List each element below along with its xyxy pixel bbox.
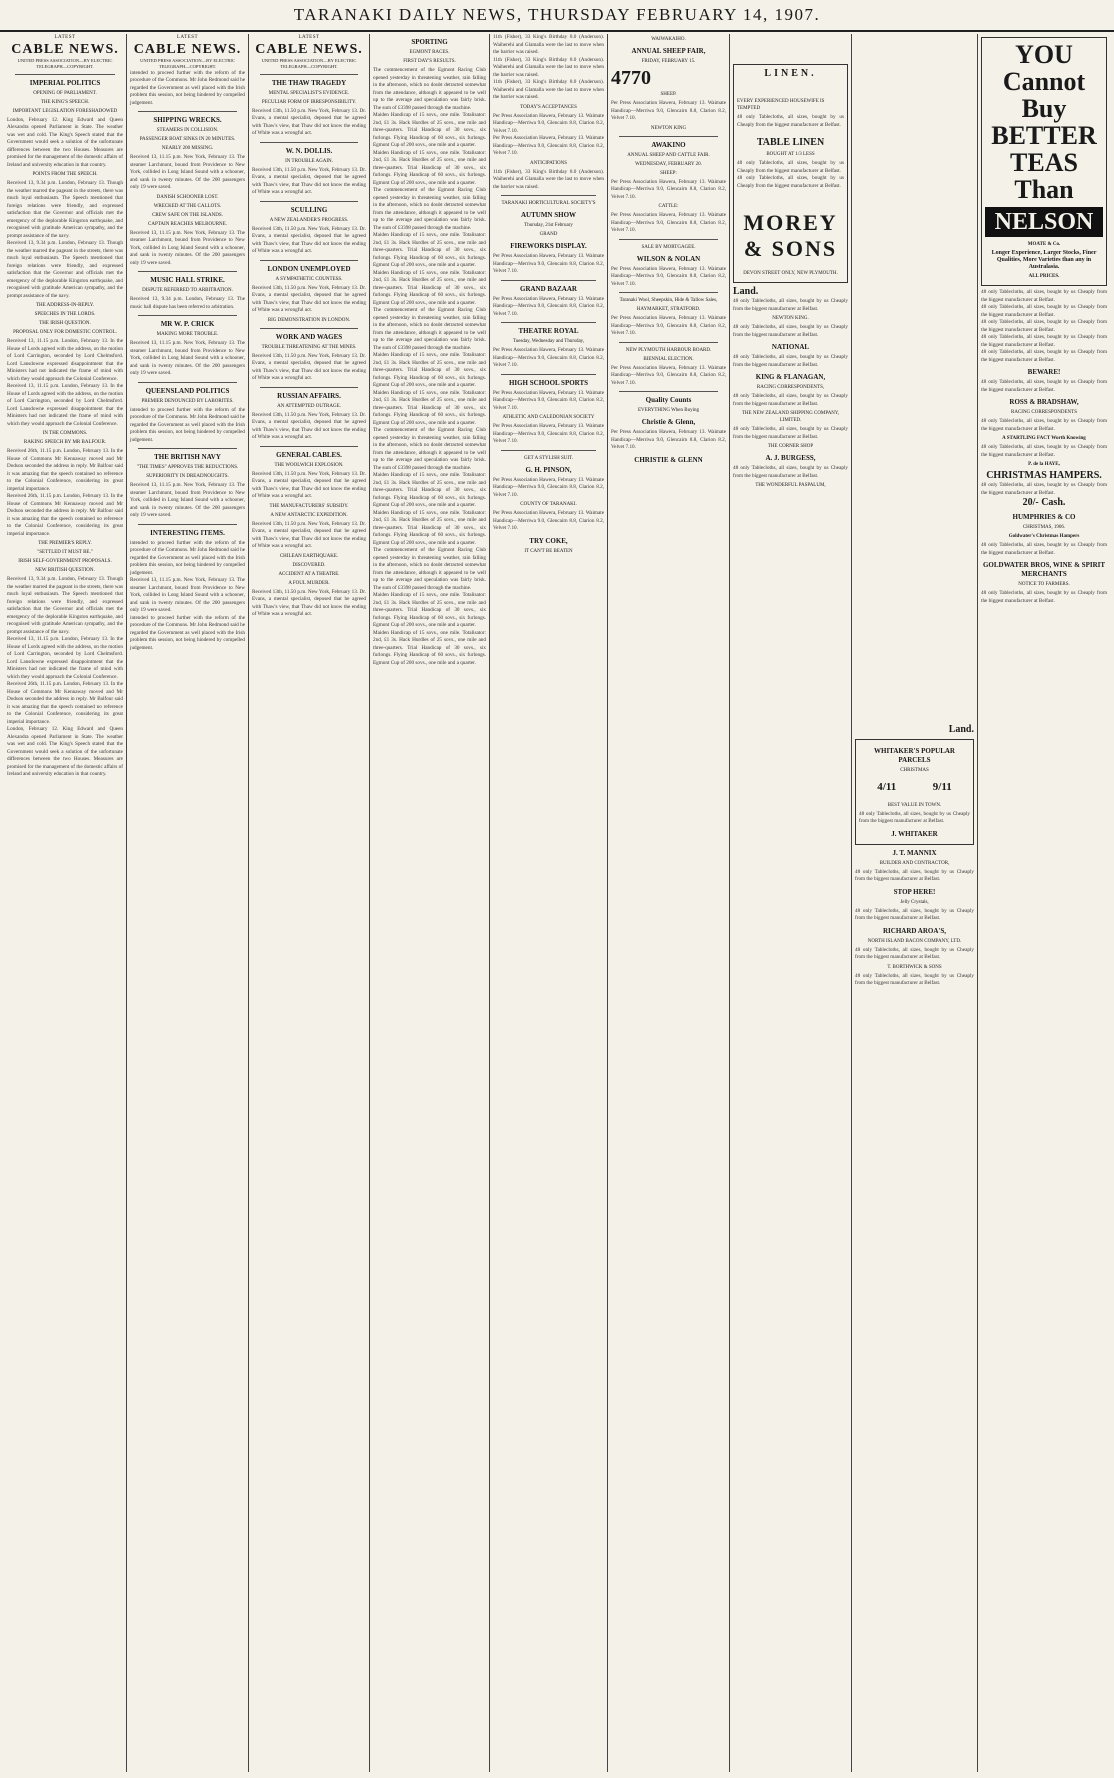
headline: SHIPPING WRECKS. bbox=[153, 116, 222, 124]
article-text: Received 13th, 11.50 p.m. New York, February 13. Dr. Evans, a mental specialist, deposed that he agreed with Thaw's view, that Thaw did not know the ending of White was a wrongful act. bbox=[252, 225, 366, 254]
subhead: EGMONT RACES. bbox=[409, 50, 450, 55]
article-text: Maiden Handicap of 15 sovs., one mile. Totalisator: 2nd, £1 3s. Hack Hurdles of 25 sovs., one mile and three-quarters. Trial Handicap of 30 sovs., six furlongs. Flying Handicap of 60 sovs., six furlongs. Egmont Cup of 200 sovs., one mile and a quarter. bbox=[373, 232, 486, 268]
ad-text: 48 only Tablecloths, all sizes, bought by us Cheaply from the biggest manufacturer at Belfast. bbox=[855, 907, 974, 921]
ad-title: HUMPHRIES & CO bbox=[1012, 513, 1076, 521]
price: 9/11 bbox=[932, 781, 952, 793]
brand-sub: MOATE & Co. bbox=[1027, 242, 1061, 247]
classified-text: 48 only Tablecloths, all sizes, bought by us Cheaply from the biggest manufacturer at Belfast. bbox=[981, 418, 1107, 432]
kicker: LATEST bbox=[54, 35, 76, 40]
ad-text: 48 only Tablecloths, all sizes, bought by us Cheaply from the biggest manufacturer at Belfast. bbox=[733, 426, 848, 440]
subhead: FIRST DAY'S RESULTS. bbox=[403, 59, 456, 64]
article-text: Received 13th, 11.50 p.m. New York, February 13. Dr. Evans, a mental specialist, deposed that he agreed with Thaw's view, that Thaw did not know the ending of White was a wrongful act. bbox=[252, 520, 366, 549]
ad-title: GOLDWATER BROS, WINE & SPIRIT MERCHANTS bbox=[982, 561, 1106, 578]
column-6 bbox=[608, 34, 730, 1772]
whitaker-ad bbox=[855, 739, 974, 845]
headline: SCULLING bbox=[290, 205, 328, 214]
headline: INTERESTING ITEMS. bbox=[150, 528, 225, 537]
ad-title: HIGH SCHOOL SPORTS bbox=[508, 378, 589, 387]
kicker: LATEST bbox=[176, 35, 199, 40]
ad-text: 48 only Tablecloths, all sizes, bought by us Cheaply from the biggest manufacturer at Belfast. bbox=[733, 354, 848, 368]
ad-heading: EVERYTHING When Buying bbox=[637, 408, 699, 413]
ad-line: YOU bbox=[1015, 40, 1073, 69]
classified-text: 48 only Tablecloths, all sizes, bought by us Cheaply from the biggest manufacturer at Belfast. bbox=[981, 334, 1107, 348]
ad-text: 48 only Tablecloths, all sizes, bought by us Cheaply from the biggest manufacturer at Belfast. bbox=[855, 946, 974, 960]
ad-text: 48 only Tablecloths, all sizes, bought by us Cheaply from the biggest manufacturer at Belfast. bbox=[733, 393, 848, 407]
linen-ad bbox=[733, 64, 848, 283]
article-text: Received 13th, 11.50 p.m. New York, February 13. Dr. Evans, a mental specialist, deposed that he agreed with Thaw's view, that Thaw did not know the ending of White was a wrongful act. bbox=[252, 470, 366, 499]
article-text: Per Press Association Hawera, February 13. Waimate Handicap—Merriwa 9.0, Glencairn 8.8, Clarion 8.2, Velvet 7.10. bbox=[493, 135, 604, 156]
ad-heading: ANNUAL SHEEP AND CATTLE FAIR. bbox=[627, 152, 710, 158]
column-4 bbox=[370, 34, 490, 1772]
classified-text: 48 only Tablecloths, all sizes, bought by us Cheaply from the biggest manufacturer at Belfast. bbox=[981, 289, 1107, 303]
subhead: THE MANUFACTURERS' SUBSIDY. bbox=[269, 503, 349, 509]
headline: THE BRITISH NAVY bbox=[154, 453, 221, 461]
ad-title: STOP HERE! bbox=[893, 887, 936, 896]
article-text: intended to proceed further with the reform of the procedure of the Commons. Mr John Redmond said he regarded the Government as well placed with the Irish problem this session, not being hindered by compelled judgement. bbox=[130, 614, 245, 651]
section-title: CABLE NEWS. bbox=[11, 41, 119, 57]
ad-heading: THE NEW ZEALAND SHIPPING COMPANY, LIMITED. bbox=[741, 411, 840, 423]
article-text: Received 13th, 11.50 p.m. New York, February 13. Dr. Evans, a mental specialist, deposed that he agreed with Thaw's view, that Thaw did not know the ending of White was a wrongful act. bbox=[252, 411, 366, 440]
subhead: MAKING MORE TROUBLE. bbox=[156, 332, 219, 337]
ad-text: Per Press Association Hawera, February 13. Waimate Handicap—Merriwa 9.0, Glencairn 8.8, Clarion 8.2, Velvet 7.10. bbox=[611, 429, 726, 450]
ad-heading: SALE BY MORTGAGEE. bbox=[641, 244, 696, 250]
subhead: PASSENGER BOAT SINKS IN 20 MINUTES. bbox=[139, 137, 236, 142]
subhead: PROPOSAL ONLY FOR DOMESTIC CONTROL. bbox=[13, 330, 117, 335]
article-text: intended to proceed further with the reform of the procedure of the Commons. Mr John Redmond said he regarded the Government as well placed with the Irish problem this session, not being hindered by compelled judgement. bbox=[130, 539, 245, 576]
classified-text: 48 only Tablecloths, all sizes, bought by us Cheaply from the biggest manufacturer at Belfast. bbox=[981, 590, 1107, 604]
ad-heading: A STARTLING FACT Worth Knowing bbox=[1002, 436, 1086, 441]
subhead: THE IRISH QUESTION. bbox=[39, 321, 91, 326]
ad-title: Land. bbox=[733, 286, 759, 297]
article-text: Received 13, 11.15 p.m. New York, February 13. The steamer Larchmont, bound from Providence to New York, collided in Long Island Sound with a schooner, and sank in twenty minutes. Of the 200 passengers only 19 were saved. bbox=[130, 482, 245, 518]
article-text: Received 13, 11.15 p.m. London, February 13. In the House of Lords agreed with the address, on the motion of Lord Carrington, seconded by Lord Chelmsford. Lord Lansdowne expressed disappointment that the Ministers had not indicated the frame of mind with which they would approach the Colonial Conference. bbox=[7, 383, 123, 427]
headline: W. N. DOLLIS. bbox=[285, 146, 333, 155]
ad-heading: IT CAN'T BE BEATEN bbox=[524, 548, 573, 554]
article-text: 11th (Fisher), 33 King's Birthday 8.0 (Anderson). Waiherehi and Glamalla were the last to move when the barrier was raised. bbox=[493, 79, 604, 100]
article-text: Maiden Handicap of 15 sovs., one mile. Totalisator: 2nd, £1 3s. Hack Hurdles of 25 sovs., one mile and three-quarters. Trial Handicap of 30 sovs., six furlongs. Flying Handicap of 60 sovs., six furlongs. Egmont Cup of 200 sovs., one mile and a quarter. bbox=[373, 352, 486, 388]
ad-title: FIREWORKS DISPLAY. bbox=[510, 242, 587, 250]
classified-text: 48 only Tablecloths, all sizes, bought by us Cheaply from the biggest manufacturer at Belfast. bbox=[981, 304, 1107, 318]
article-text: Received 13, 9.34 p.m. London, February 13. The music hall dispute has been referred to arbitration. bbox=[130, 296, 245, 310]
ad-heading: CATTLE: bbox=[658, 204, 679, 209]
ad-heading: TARANAKI HORTICULTURAL SOCIETY'S bbox=[501, 201, 596, 206]
ad-heading: BOUGHT AT 1/3 LESS bbox=[766, 152, 815, 157]
ad-title: Quality Counts bbox=[645, 396, 692, 404]
subhead: IMPORTANT LEGISLATION FORESHADOWED bbox=[12, 108, 118, 114]
ad-heading: ALL PRICES. bbox=[1028, 274, 1060, 279]
ad-heading: Jelly Crystals, bbox=[900, 899, 929, 905]
subhead: A FOUL MURDER. bbox=[288, 580, 330, 586]
subhead: SPEECHES IN THE LORDS. bbox=[34, 312, 96, 317]
column-7 bbox=[730, 34, 852, 1772]
article-text: Per Press Association Hawera, February 13. Waimate Handicap—Merriwa 9.0, Glencairn 8.8, Clarion 8.2, Velvet 7.10. bbox=[493, 112, 604, 134]
ad-title: BEWARE! bbox=[1027, 368, 1061, 376]
ad-text: Per Press Association Hawera, February 13. Waimate Handicap—Merriwa 9.0, Glencairn 8.8, Clarion 8.2, Velvet 7.10. bbox=[493, 510, 604, 531]
article-text: Maiden Handicap of 15 sovs., one mile. Totalisator: 2nd, £1 3s. Hack Hurdles of 25 sovs., one mile and three-quarters. Trial Handicap of 30 sovs., six furlongs. Flying Handicap of 60 sovs., six furlongs. Egmont Cup of 200 sovs., one mile and a quarter. bbox=[373, 149, 486, 186]
ad-title: LINEN. bbox=[764, 68, 817, 79]
subhead: "THE TIMES" APPROVES THE REDUCTIONS. bbox=[136, 465, 239, 470]
subhead: THE ADDRESS-IN-REPLY. bbox=[35, 303, 95, 308]
subhead: A NEW ANTARCTIC EXPEDITION. bbox=[270, 512, 348, 518]
article-text: The commencement of the Egmont Racing Club opened yesterday in threatening weather, rain falling in the afternoon, which no doubt detracted somewhat from the attendance, although it appeared to be well up to the average and speculation was fairly brisk. The sum of £3398 passed through the machine. bbox=[373, 427, 486, 471]
ad-title: TRY COKE, bbox=[529, 536, 568, 545]
subhead: PECULIAR FORM OF IRRESPONSIBILITY. bbox=[261, 99, 357, 105]
price: 4/11 bbox=[877, 781, 897, 793]
ad-heading: WAIWAKAIHO. bbox=[651, 37, 686, 42]
ad-heading: Taranaki Wool, Sheepskin, Hide & Tallow Sales, bbox=[619, 298, 718, 303]
ad-title: WHITAKER'S POPULAR PARCELS bbox=[874, 747, 955, 764]
subhead: ANTICIPATIONS bbox=[529, 160, 568, 166]
subhead: NEARLY 200 MISSING. bbox=[161, 146, 214, 151]
ad-title: Christie & Glenn, bbox=[641, 418, 696, 426]
ad-text: Per Press Association Hawera, February 13. Waimate Handicap—Merriwa 9.0, Glencairn 8.8, Clarion 8.2, Velvet 7.10. bbox=[611, 265, 726, 287]
ad-line: TEAS bbox=[1010, 148, 1078, 177]
ad-title: J. T. MANNIX bbox=[892, 848, 937, 857]
brand-logo: NELSON bbox=[985, 207, 1103, 237]
subhead: DISCOVERED. bbox=[292, 562, 326, 568]
column-8 bbox=[852, 34, 978, 1772]
subhead: DISPUTE REFERRED TO ARBITRATION. bbox=[142, 288, 233, 293]
ad-text: 48 only Tablecloths, all sizes, bought by us Cheaply from the biggest manufacturer at Belfast. bbox=[737, 160, 844, 174]
article-text: Maiden Handicap of 15 sovs., one mile. Totalisator: 2nd, £1 3s. Hack Hurdles of 25 sovs., one mile and three-quarters. Trial Handicap of 30 sovs., six furlongs. Flying Handicap of 60 sovs., six furlongs. Egmont Cup of 200 sovs., one mile and a quarter. bbox=[373, 472, 486, 508]
ad-heading: RACING CORRESPONDENTS bbox=[1011, 410, 1077, 415]
column-3 bbox=[249, 34, 370, 1772]
subhead: THE WOOLWICH EXPLOSION. bbox=[274, 462, 344, 468]
ad-line: Cannot bbox=[1002, 67, 1086, 96]
ad-title: NATIONAL bbox=[771, 343, 810, 351]
masthead: TARANAKI DAILY NEWS, THURSDAY FEBRUARY 14, 1907. bbox=[0, 0, 1114, 32]
headline: LONDON UNEMPLOYED bbox=[267, 264, 351, 273]
article-text: intended to proceed further with the reform of the procedure of the Commons. Mr John Redmond said he regarded the Government as well placed with the Irish problem this session, not being hindered by compelled judgement. bbox=[130, 69, 245, 106]
article-text: 11th (Fisher), 33 King's Birthday 8.0 (Anderson). Waiherehi and Glamalla were the last to move when the barrier was raised. bbox=[493, 56, 604, 78]
article-text: Received 13, 9.34 p.m. London, February 13. Though the weather marred the pageant in the streets, there was much loyal enthusiasm. The Speech mentioned that foreign relations were friendly, and expressed satisfaction that the Governor and officials met the emergency of the deplorable Kingston earthquake, and recognised with gratitude American sympathy, and the prompt assistance of the navy. bbox=[7, 240, 123, 299]
headline: RUSSIAN AFFAIRS. bbox=[277, 391, 341, 400]
article-text: The commencement of the Egmont Racing Club opened yesterday in threatening weather, rain falling in the afternoon, which no doubt detracted somewhat from the attendance, although it appeared to be well up to the average and speculation was fairly brisk. The sum of £3398 passed through the machine. bbox=[373, 67, 486, 111]
ad-title: CHRISTMAS HAMPERS. bbox=[986, 470, 1102, 481]
subhead: IN THE COMMONS. bbox=[42, 431, 88, 436]
ad-heading: GET A STYLISH SUIT. bbox=[524, 455, 573, 461]
article-text: Maiden Handicap of 15 sovs., one mile. Totalisator: 2nd, £1 3s. Hack Hurdles of 25 sovs., one mile and three-quarters. Trial Handicap of 30 sovs., six furlongs. Flying Handicap of 60 sovs., six furlongs. Egmont Cup of 200 sovs., one mile and a quarter. bbox=[373, 112, 486, 148]
ad-heading: T. BORTHWICK & SONS bbox=[887, 964, 942, 970]
ad-title: CHRISTIE & GLENN bbox=[634, 455, 703, 464]
article-text: Received 13, 9.34 p.m. London, February 13. Though the weather marred the pageant in the streets, there was much loyal enthusiasm. The Speech mentioned that foreign relations were friendly, and expressed satisfaction that the Governor and officials met the emergency of the deplorable Kingston earthquake, and recognised with gratitude American sympathy, and the prompt assistance of the navy. bbox=[7, 180, 123, 239]
ad-text: 48 only Tablecloths, all sizes, bought by us Cheaply from the biggest manufacturer at Belfast. bbox=[733, 465, 848, 479]
ad-heading: BIENNIAL ELECTION. bbox=[643, 356, 694, 362]
ad-text: Per Press Association Hawera, February 13. Waimate Handicap—Merriwa 9.0, Glencairn 8.8, Clarion 8.2, Velvet 7.10. bbox=[493, 476, 604, 498]
ad-title: TABLE LINEN bbox=[756, 137, 825, 148]
article-text: Received 26th, 11.15 p.m. London, February 13. In the House of Commons Mr Kennaway moved and Mr Dodson seconded the address in reply. Mr Balfour said it was amazing that the speech contained no reference to the Colonial Conference, considering its great imperial importance. bbox=[7, 681, 123, 725]
article-text: Received 13, 11.15 p.m. New York, February 13. The steamer Larchmont, bound from Providence to New York, collided in Long Island Sound with a schooner, and sank in twenty minutes. Of the 200 passengers only 19 were saved. bbox=[130, 154, 245, 190]
article-text: Received 13th, 11.50 p.m. New York, February 13. Dr. Evans, a mental specialist, deposed that he agreed with Thaw's view, that Thaw did not know the ending of White was a wrongful act. bbox=[252, 588, 366, 617]
ad-title: A. J. BURGESS, bbox=[765, 454, 816, 462]
ad-text: Per Press Association Hawera, February 13. Waimate Handicap—Merriwa 9.0, Glencairn 8.8, Clarion 8.2, Velvet 7.10. bbox=[611, 364, 726, 386]
ad-text: Per Press Association Hawera, February 13. Waimate Handicap—Merriwa 9.0, Glencairn 8.8, Clarion 8.2, Velvet 7.10. bbox=[493, 347, 604, 368]
ad-title: AUTUMN SHOW bbox=[520, 211, 577, 219]
article-text: Maiden Handicap of 15 sovs., one mile. Totalisator: 2nd, £1 3s. Hack Hurdles of 25 sovs., one mile and three-quarters. Trial Handicap of 30 sovs., six furlongs. Flying Handicap of 60 sovs., six furlongs. Egmont Cup of 200 sovs., one mile and a quarter. bbox=[373, 389, 486, 426]
subhead: SUPERIORITY IN DREADNOUGHTS. bbox=[146, 474, 229, 479]
article-text: Received 26th, 11.15 p.m. London, February 13. In the House of Commons Mr Kennaway moved and Mr Dodson seconded the address in reply. Mr Balfour said it was amazing that the speech contained no reference to the Colonial Conference, considering its great imperial importance. bbox=[7, 493, 123, 537]
ad-heading: CHRISTMAS bbox=[900, 768, 929, 773]
article-text: Received 13th, 11.50 p.m. New York, February 13. Dr. Evans, a mental specialist, deposed that he agreed with Thaw's view, that Thaw did not know the ending of White was a wrongful act. bbox=[252, 107, 366, 136]
ad-text: Per Press Association Hawera, February 13. Waimate Handicap—Merriwa 9.0, Glencairn 8.8, Clarion 8.2, Velvet 7.10. bbox=[493, 253, 604, 274]
subhead: THE PREMIER'S REPLY. bbox=[38, 541, 92, 546]
article-text: Received 13, 11.15 p.m. London, February 13. In the House of Lords agreed with the address, on the motion of Lord Carrington, seconded by Lord Chelmsford. Lord Lansdowne expressed disappointment that the Ministers had not indicated the frame of mind with which they would approach the Colonial Conference. bbox=[7, 636, 123, 680]
ad-heading: FRIDAY, FEBRUARY 15. bbox=[641, 59, 696, 64]
ad-text: 48 only Tablecloths, all sizes, bought by us Cheaply from the biggest manufacturer at Belfast. bbox=[855, 972, 974, 986]
article-text: Received 13, 11.15 p.m. New York, February 13. The steamer Larchmont, bound from Providence to New York, collided in Long Island Sound with a schooner, and sank in twenty minutes. Of the 200 passengers only 19 were saved. bbox=[130, 577, 245, 613]
classified-text: 48 only Tablecloths, all sizes, bought by us Cheaply from the biggest manufacturer at Belfast. bbox=[981, 444, 1107, 458]
article-text: Received 26th, 11.15 p.m. London, February 13. In the House of Commons Mr Kennaway moved and Mr Dodson seconded the address in reply. Mr Balfour said it was amazing that the speech contained no reference to the Colonial Conference, considering its great imperial importance. bbox=[7, 448, 123, 492]
classified-text: 48 only Tablecloths, all sizes, bought by us Cheaply from the biggest manufacturer at Belfast. bbox=[981, 349, 1107, 363]
article-text: Received 13th, 11.50 p.m. New York, February 13. Dr. Evans, a mental specialist, deposed that he agreed with Thaw's view, that Thaw did not know the ending of White was a wrongful act. bbox=[252, 352, 366, 381]
ad-heading: NOTICE TO FARMERS. bbox=[1018, 582, 1070, 587]
ad-title: J. WHITAKER bbox=[891, 829, 938, 838]
subhead: PREMIER DENOUNCED BY LABORITES. bbox=[141, 398, 234, 404]
subhead: TROUBLE THREATENING AT THE MINES. bbox=[261, 344, 357, 350]
ad-heading: CHRISTMAS, 1906. bbox=[1022, 525, 1066, 530]
ad-text: Longer Experience, Larger Stocks, Finer Qualities, More Varieties than any in Australasia. bbox=[991, 250, 1097, 270]
article-text: London, February 12. King Edward and Queen Alexandra opened Parliament in State. The weather was wet and cold. The King's Speech stated that the Government would seek a solution of the unfortunate differences between the two Houses. Measures are promised for the management of the domestic affairs of Ireland and university education in that country. bbox=[7, 726, 123, 777]
ad-heading: THE CORNER SHOP bbox=[767, 444, 814, 449]
article-text: Received 13, 11.15 p.m. New York, February 13. The steamer Larchmont, bound from Providence to New York, collided in Long Island Sound with a schooner, and sank in twenty minutes. Of the 200 passengers only 19 were saved. bbox=[130, 229, 245, 266]
ad-heading: NEW PLYMOUTH HARBOUR BOARD. bbox=[625, 347, 712, 353]
ad-title: KING & FLANAGAN, bbox=[755, 373, 826, 381]
ad-text: 48 only Tablecloths, all sizes, bought by us Cheaply from the biggest manufacturer at Belfast. bbox=[737, 114, 844, 128]
subhead: CREW SAFE ON THE ISLANDS. bbox=[152, 212, 223, 218]
subhead: IN TROUBLE AGAIN. bbox=[285, 158, 333, 164]
headline: THE THAW TRAGEDY bbox=[271, 78, 347, 87]
section-title: CABLE NEWS. bbox=[133, 41, 242, 57]
subhead: IRISH SELF-GOVERNMENT PROPOSALS. bbox=[18, 559, 112, 564]
article-text: Maiden Handicap of 15 sovs., one mile. Totalisator: 2nd, £1 3s. Hack Hurdles of 25 sovs., one mile and three-quarters. Trial Handicap of 30 sovs., six furlongs. Flying Handicap of 60 sovs., six furlongs. Egmont Cup of 200 sovs., one mile and a quarter. bbox=[373, 509, 486, 546]
ad-text: Per Press Association Hawera, February 13. Waimate Handicap—Merriwa 9.0, Glencairn 8.8, Clarion 8.2, Velvet 7.10. bbox=[493, 295, 604, 317]
ad-title: MOREY & SONS bbox=[743, 210, 838, 261]
ad-heading: NORTH ISLAND BACON COMPANY, LTD. bbox=[867, 938, 962, 944]
headline: SPORTING bbox=[411, 38, 448, 46]
ad-title: ROSS & BRADSHAW, bbox=[1009, 398, 1079, 406]
ad-text: 48 only Tablecloths, all sizes, bought by us Cheaply from the biggest manufacturer at Belfast. bbox=[733, 298, 848, 312]
headline: GENERAL CABLES. bbox=[276, 450, 342, 459]
ad-line: Than bbox=[1014, 175, 1074, 204]
ad-heading: DEVON STREET ONLY, NEW PLYMOUTH. bbox=[743, 271, 838, 276]
ad-line: Buy bbox=[1021, 94, 1067, 123]
subhead: NEW BRITISH QUESTION. bbox=[35, 568, 95, 573]
column-9 bbox=[978, 34, 1110, 1772]
article-text: 11th (Fisher), 33 King's Birthday 8.0 (Anderson). Waiherehi and Glamalla were the last to move when the barrier was raised. bbox=[493, 168, 604, 190]
subhead: A NEW ZEALANDER'S PROGRESS. bbox=[269, 217, 349, 223]
ad-text: Per Press Association Hawera, February 13. Waimate Handicap—Merriwa 9.0, Glencairn 8.8, Clarion 8.2, Velvet 7.10. bbox=[611, 315, 726, 336]
subhead: RAKING SPEECH BY MR BALFOUR. bbox=[23, 440, 107, 445]
ad-text: 48 only Tablecloths, all sizes, bought by us Cheaply from the biggest manufacturer at Belfast. bbox=[733, 324, 848, 338]
subhead: DANISH SCHOONER LOST. bbox=[156, 194, 219, 200]
ad-title: 20/- Cash. bbox=[1022, 497, 1066, 508]
column-1 bbox=[4, 34, 127, 1772]
article-text: Received 13th, 11.50 p.m. New York, February 13. Dr. Evans, a mental specialist, deposed that he agreed with Thaw's view, that Thaw did not know the ending of White was a wrongful act. bbox=[252, 166, 366, 195]
subhead: MENTAL SPECIALIST'S EVIDENCE. bbox=[268, 90, 350, 96]
subhead: POINTS FROM THE SPEECH. bbox=[32, 172, 98, 177]
ad-heading: ATHLETIC AND CALEDONIAN SOCIETY bbox=[502, 415, 595, 420]
ad-heading: EVERY EXPERIENCED HOUSEWIFE IS TEMPTED bbox=[737, 99, 825, 111]
classified-text: 48 only Tablecloths, all sizes, bought by us Cheaply from the biggest manufacturer at Belfast. bbox=[981, 542, 1107, 556]
ad-text: 48 only Tablecloths, all sizes, bought by us Cheaply from the biggest manufacturer at Belfast. bbox=[855, 868, 974, 882]
ad-title: RICHARD AROA'S, bbox=[882, 926, 946, 935]
article-text: Received 13, 9.34 p.m. London, February 13. Though the weather marred the pageant in the streets, there was much loyal enthusiasm. The Speech mentioned that foreign relations were friendly, and expressed satisfaction that the Governor and officials met the emergency of the deplorable Kingston earthquake, and recognised with gratitude American sympathy, and the prompt assistance of the navy. bbox=[7, 576, 123, 635]
headline: MUSIC HALL STRIKE. bbox=[150, 276, 225, 284]
ad-number: 4770 bbox=[611, 67, 651, 89]
ad-heading: THE WONDERFUL PASPALUM, bbox=[755, 483, 826, 488]
subhead: CHILEAN EARTHQUAKE. bbox=[279, 553, 339, 559]
subhead: A SYMPATHETIC COUNTESS. bbox=[275, 276, 343, 282]
ad-heading: SHEEP. bbox=[660, 92, 677, 97]
article-text: intended to proceed further with the reform of the procedure of the Commons. Mr John Redmond said he regarded the Government as well placed with the Irish problem this session, not being hindered by compelled judgement. bbox=[130, 406, 245, 443]
subhead: THE KING'S SPEECH. bbox=[40, 99, 90, 105]
classified-text: 48 only Tablecloths, all sizes, bought by us Cheaply from the biggest manufacturer at Belfast. bbox=[981, 319, 1107, 333]
ad-text: Per Press Association Hawera, February 13. Waimate Handicap—Merriwa 9.0, Glencairn 8.8, Clarion 8.2, Velvet 7.10. bbox=[611, 178, 726, 200]
article-text: Maiden Handicap of 15 sovs., one mile. Totalisator: 2nd, £1 3s. Hack Hurdles of 25 sovs., one mile and three-quarters. Trial Handicap of 30 sovs., six furlongs. Flying Handicap of 60 sovs., six furlongs. Egmont Cup of 200 sovs., one mile and a quarter. bbox=[373, 629, 486, 666]
ad-heading: GRAND bbox=[539, 232, 558, 237]
article-text: The commencement of the Egmont Racing Club opened yesterday in threatening weather, rain falling in the afternoon, which no doubt detracted somewhat from the attendance, although it appeared to be well up to the average and speculation was fairly brisk. The sum of £3398 passed through the machine. bbox=[373, 187, 486, 231]
ad-title: THEATRE ROYAL bbox=[518, 327, 579, 335]
nelson-tea-ad bbox=[981, 37, 1107, 286]
ad-title: WILSON & NOLAN bbox=[636, 254, 701, 263]
headline: QUEENSLAND POLITICS bbox=[145, 386, 230, 395]
ad-heading: RACING CORRESPONDENTS, bbox=[756, 385, 825, 390]
ad-heading: Goldwater's Christmas Hampers bbox=[1008, 534, 1080, 539]
ad-title: G. H. PINSON, bbox=[525, 465, 572, 474]
ad-text: Per Press Association Hawera, February 13. Waimate Handicap—Merriwa 9.0, Glencairn 8.8, Clarion 8.2, Velvet 7.10. bbox=[611, 212, 726, 233]
subhead: "SETTLED IT MUST BE." bbox=[37, 550, 93, 555]
ad-line: BETTER bbox=[991, 121, 1097, 150]
ad-heading: COUNTY OF TARANAKI. bbox=[520, 502, 577, 507]
kicker: LATEST bbox=[298, 35, 320, 40]
article-text: Received 13th, 11.50 p.m. New York, February 13. Dr. Evans, a mental specialist, deposed that he agreed with Thaw's view, that Thaw did not know the ending of White was a wrongful act. bbox=[252, 284, 366, 313]
ad-text: Per Press Association Hawera, February 13. Waimate Handicap—Merriwa 9.0, Glencairn 8.8, Clarion 8.2, Velvet 7.10. bbox=[493, 423, 604, 444]
ad-heading: NEWTON KING. bbox=[772, 316, 809, 321]
ad-heading: BEST VALUE IN TOWN. bbox=[887, 802, 942, 808]
subhead: WRECKED AT THE CALLOTS. bbox=[153, 203, 222, 209]
article-text: 11th (Fisher), 33 King's Birthday 8.0 (Anderson). Waiherehi and Glamalla were the last to move when the barrier was raised. bbox=[493, 34, 604, 55]
subhead: AN ATTEMPTED OUTRAGE. bbox=[277, 403, 341, 409]
article-text: Maiden Handicap of 15 sovs., one mile. Totalisator: 2nd, £1 3s. Hack Hurdles of 25 sovs., one mile and three-quarters. Trial Handicap of 30 sovs., six furlongs. Flying Handicap of 60 sovs., six furlongs. Egmont Cup of 200 sovs., one mile and a quarter. bbox=[373, 269, 486, 306]
subhead: STEAMERS IN COLLISION. bbox=[156, 128, 219, 133]
ad-text: 48 only Tablecloths, all sizes, bought by us Cheaply from the biggest manufacturer at Belfast. bbox=[737, 175, 844, 189]
ad-title: AWAKINO bbox=[651, 140, 686, 149]
subhead: BIG DEMONSTRATION IN LONDON. bbox=[267, 317, 351, 323]
headline: WORK AND WAGES bbox=[275, 332, 343, 341]
section-subtitle: UNITED PRESS ASSOCIATION—BY ELECTRIC TELEGRAPH—COPYRIGHT. bbox=[140, 57, 235, 69]
article-text: Received 13, 11.15 p.m. London, February 13. In the House of Lords agreed with the address, on the motion of Lord Carrington, seconded by Lord Chelmsford. Lord Lansdowne expressed disappointment that the Ministers had not indicated the frame of mind with which they would approach the Colonial Conference. bbox=[7, 338, 123, 382]
classified-text: 48 only Tablecloths, all sizes, bought by us Cheaply from the biggest manufacturer at Belfast. bbox=[981, 482, 1107, 496]
ad-heading: NEWTON KING bbox=[650, 125, 687, 131]
ad-title: ANNUAL SHEEP FAIR, bbox=[631, 47, 706, 55]
ad-heading: SHEEP: bbox=[660, 170, 677, 176]
section-subtitle: UNITED PRESS ASSOCIATION—BY ELECTRIC TELEGRAPH—COPYRIGHT. bbox=[17, 57, 113, 69]
subhead: ACCIDENT AT A THEATRE. bbox=[278, 571, 340, 577]
ad-heading: WEDNESDAY, FEBRUARY 20. bbox=[635, 161, 702, 167]
column-2 bbox=[127, 34, 249, 1772]
section-title: CABLE NEWS. bbox=[255, 41, 363, 57]
subhead: CAPTAIN REACHES MELBOURNE. bbox=[148, 221, 227, 227]
ad-heading: Thursday, 21st February bbox=[524, 223, 573, 228]
ad-text: Per Press Association Hawera, February 13. Waimate Handicap—Merriwa 9.0, Glencairn 8.8, Clarion 8.2, Velvet 7.10. bbox=[611, 100, 726, 121]
ad-heading: P. de la HAYE, bbox=[1028, 462, 1060, 467]
ad-text: Per Press Association Hawera, February 13. Waimate Handicap—Merriwa 9.0, Glencairn 8.8, Clarion 8.2, Velvet 7.10. bbox=[493, 389, 604, 411]
article-text: Received 13, 11.15 p.m. New York, February 13. The steamer Larchmont, bound from Providence to New York, collided in Long Island Sound with a schooner, and sank in twenty minutes. Of the 200 passengers only 19 were saved. bbox=[130, 340, 245, 376]
subhead: TODAY'S ACCEPTANCES bbox=[520, 104, 577, 110]
headline: MR W. P. CRICK bbox=[160, 320, 215, 328]
article-text: Maiden Handicap of 15 sovs., one mile. Totalisator: 2nd, £1 3s. Hack Hurdles of 25 sovs., one mile and three-quarters. Trial Handicap of 30 sovs., six furlongs. Flying Handicap of 60 sovs., six furlongs. Egmont Cup of 200 sovs., one mile and a quarter. bbox=[373, 592, 486, 628]
ad-heading: BUILDER AND CONTRACTOR, bbox=[879, 860, 950, 866]
ad-heading: Tuesday, Wednesday and Thursday, bbox=[512, 339, 585, 344]
article-text: The commencement of the Egmont Racing Club opened yesterday in threatening weather, rain falling in the afternoon, which no doubt detracted somewhat from the attendance, although it appeared to be well up to the average and speculation was fairly brisk. The sum of £3398 passed through the machine. bbox=[373, 307, 486, 351]
article-text: London, February 12. King Edward and Queen Alexandra opened Parliament in State. The weather was wet and cold. The King's Speech stated that the Government would seek a solution of the unfortunate differences between the two Houses. Measures are promised for the management of the domestic affairs of Ireland and university education in that country. bbox=[7, 116, 123, 168]
headline: IMPERIAL POLITICS bbox=[29, 78, 101, 87]
subhead: OPENING OF PARLIAMENT. bbox=[33, 90, 97, 96]
ad-heading: HAYMARKET, STRATFORD. bbox=[636, 307, 701, 312]
ad-title: Land. bbox=[948, 724, 974, 735]
column-5 bbox=[490, 34, 608, 1772]
ad-text: 48 only Tablecloths, all sizes, bought by us Cheaply from the biggest manufacturer at Belfast. bbox=[859, 810, 970, 824]
section-subtitle: UNITED PRESS ASSOCIATION—BY ELECTRIC TELEGRAPH—COPYRIGHT. bbox=[261, 57, 357, 69]
article-text: The commencement of the Egmont Racing Club opened yesterday in threatening weather, rain falling in the afternoon, which no doubt detracted somewhat from the attendance, although it appeared to be well up to the average and speculation was fairly brisk. The sum of £3398 passed through the machine. bbox=[373, 547, 486, 591]
ad-title: GRAND BAZAAR bbox=[520, 284, 577, 293]
classified-text: 48 only Tablecloths, all sizes, bought by us Cheaply from the biggest manufacturer at Belfast. bbox=[981, 379, 1107, 393]
